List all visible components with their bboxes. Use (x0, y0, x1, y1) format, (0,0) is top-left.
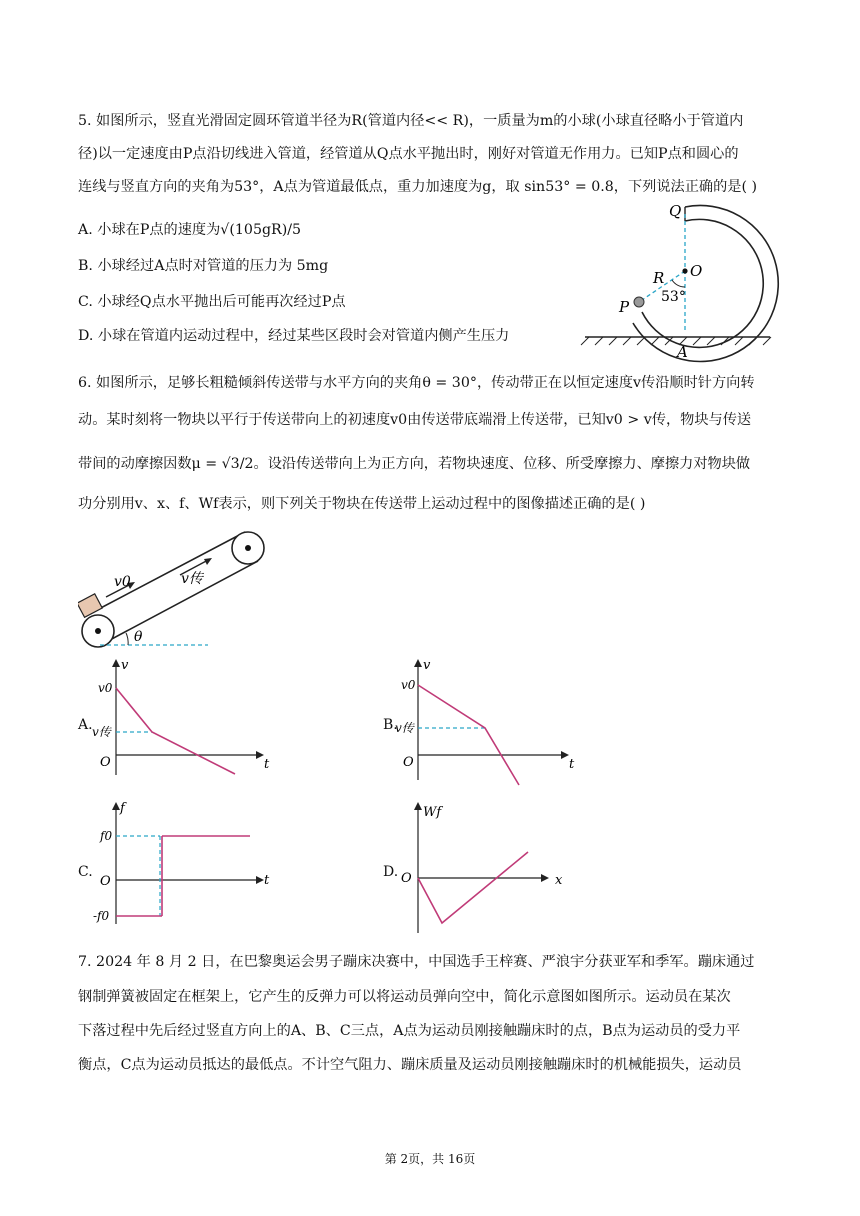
q5-label-angle: 53° (661, 289, 686, 305)
q6-belt-v0: v0 (114, 574, 131, 590)
q6-c-y2: -f0 (93, 909, 110, 923)
q5-label-a: A (677, 343, 688, 361)
q6-line-4: 功分别用v、x、f、Wf表示，则下列关于物块在传送带上运动过程中的图像描述正确的是( ) (78, 496, 646, 512)
q6-b-y2: v传 (395, 721, 414, 735)
q6-b-xlabel: t (569, 757, 575, 772)
q5-label-p: P (619, 298, 630, 316)
q6-b-y1: v0 (401, 678, 416, 692)
q7-line-3: 下落过程中先后经过竖直方向上的A、B、C三点，A点为运动员刚接触蹦床时的点，B点为运动员的受力平 (78, 1023, 741, 1039)
q6-d-ylabel: Wf (423, 805, 442, 820)
q6-belt-theta: θ (134, 629, 143, 645)
q6-d-origin: O (401, 871, 412, 886)
q6-option-b: B. (383, 717, 398, 733)
q6-graph-c (90, 798, 280, 928)
q5-option-a: A. 小球在P点的速度为√(105gR)/5 (78, 222, 302, 238)
q6-d-xlabel: x (555, 873, 563, 888)
q6-a-y2: v传 (92, 725, 111, 739)
q6-graph-b (395, 655, 585, 790)
q6-line-2: 动。某时刻将一物块以平行于传送带向上的初速度v0由传送带底端滑上传送带，已知v0 > v传，物块与传送 (78, 412, 752, 428)
q5-line-3: 连线与竖直方向的夹角为53°，A点为管道最低点，重力加速度为g，取 sin53° = 0.8，下列说法正确的是( ) (78, 179, 758, 195)
q7-line-2: 钢制弹簧被固定在框架上，它产生的反弹力可以将运动员弹向空中，简化示意图如图所示。运动员在某次 (78, 989, 731, 1005)
q6-c-origin: O (100, 874, 111, 889)
q6-option-a: A. (78, 717, 93, 733)
q6-a-origin: O (100, 755, 111, 770)
q6-c-ylabel: f (120, 801, 125, 816)
q6-graph-d (395, 798, 585, 938)
q5-option-c: C. 小球经Q点水平抛出后可能再次经过P点 (78, 294, 346, 310)
q6-a-ylabel: v (121, 658, 129, 673)
q5-option-d: D. 小球在管道内运动过程中，经过某些区段时会对管道内侧产生压力 (78, 328, 510, 344)
q5-option-b: B. 小球经过A点时对管道的压力为 5mg (78, 258, 329, 274)
q5-label-o: O (690, 262, 703, 280)
q5-label-r: R (653, 269, 665, 287)
q6-option-c: C. (78, 864, 93, 880)
q6-c-y1: f0 (100, 829, 113, 843)
q6-a-y1: v0 (98, 681, 113, 695)
q6-c-xlabel: t (264, 873, 270, 888)
q7-line-1: 7. 2024 年 8 月 2 日，在巴黎奥运会男子蹦床决赛中，中国选手王梓赛、严浪宇分获亚军和季军。蹦床通过 (78, 954, 755, 970)
q5-line-2: 径)以一定速度由P点沿切线进入管道，经管道从Q点水平抛出时，刚好对管道无作用力。已知P点和圆心的 (78, 146, 739, 162)
q6-line-1: 6. 如图所示，足够长粗糙倾斜传送带与水平方向的夹角θ = 30°，传动带正在以恒定速度v传沿顺时针方向转 (78, 375, 755, 391)
q6-a-xlabel: t (264, 757, 270, 772)
page-footer: 第 2页，共 16页 (384, 1152, 476, 1166)
q6-b-origin: O (403, 755, 414, 770)
q5-ring-figure (575, 195, 795, 365)
q6-line-3: 带间的动摩擦因数μ = √3/2。设沿传送带向上为正方向，若物块速度、位移、所受摩擦力、摩擦力对物块做 (78, 456, 751, 472)
q6-graph-a (90, 655, 280, 780)
q6-b-ylabel: v (423, 658, 431, 673)
q5-label-q: Q (669, 202, 682, 220)
q6-option-d: D. (383, 864, 399, 880)
q6-belt-vbelt: v传 (181, 571, 203, 587)
q5-line-1: 5. 如图所示，竖直光滑固定圆环管道半径为R(管道内径<< R)，一质量为m的小球(小球直径略小于管道内 (78, 113, 744, 129)
q7-line-4: 衡点，C点为运动员抵达的最低点。不计空气阻力、蹦床质量及运动员刚接触蹦床时的机械能损失，运动员 (78, 1057, 742, 1073)
q6-belt-figure (78, 525, 278, 650)
